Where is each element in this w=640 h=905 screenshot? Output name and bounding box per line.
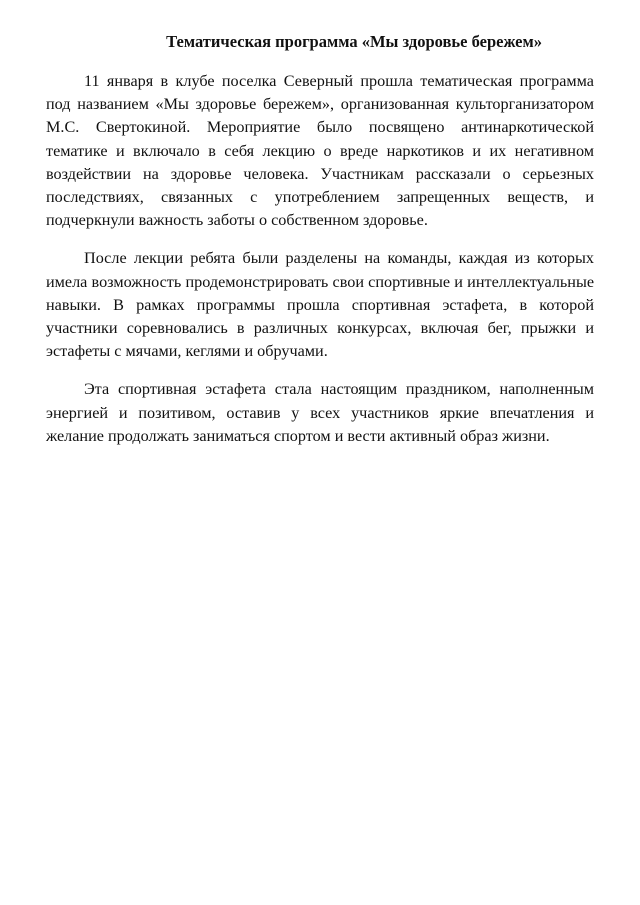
paragraph-2: После лекции ребята были разделены на команды, каждая из которых имела возможность продемонстрировать свои спортивные и интеллектуальные навыки. В рамках программы прошла спортивная эстафета, в которой участники соревновались в различных конкурсах, включая бег, прыжки и эстафеты с мячами, кеглями и обручами. [46,249,594,361]
paragraph-3: Эта спортивная эстафета стала настоящим праздником, наполненным энергией и позитивом, оставив у всех участников яркие впечатления и желание продолжать заниматься спортом и вести активный образ жизни. [46,380,594,445]
document-body [46,30,594,463]
document-title: Тематическая программа «Мы здоровье бережем» [166,32,542,51]
paragraph-1: 11 января в клубе поселка Северный прошла тематическая программа под названием «Мы здоровье бережем», организованная культорганизатором М.С. Свертокиной. Мероприятие было посвящено антинаркотической тематике и включало в себя лекцию о вреде наркотиков и их негативном воздействии на здоровье человека. Участникам рассказали о серьезных последствиях, связанных с употреблением запрещенных веществ, и подчеркнули важность заботы о собственном здоровье. [46,72,594,230]
